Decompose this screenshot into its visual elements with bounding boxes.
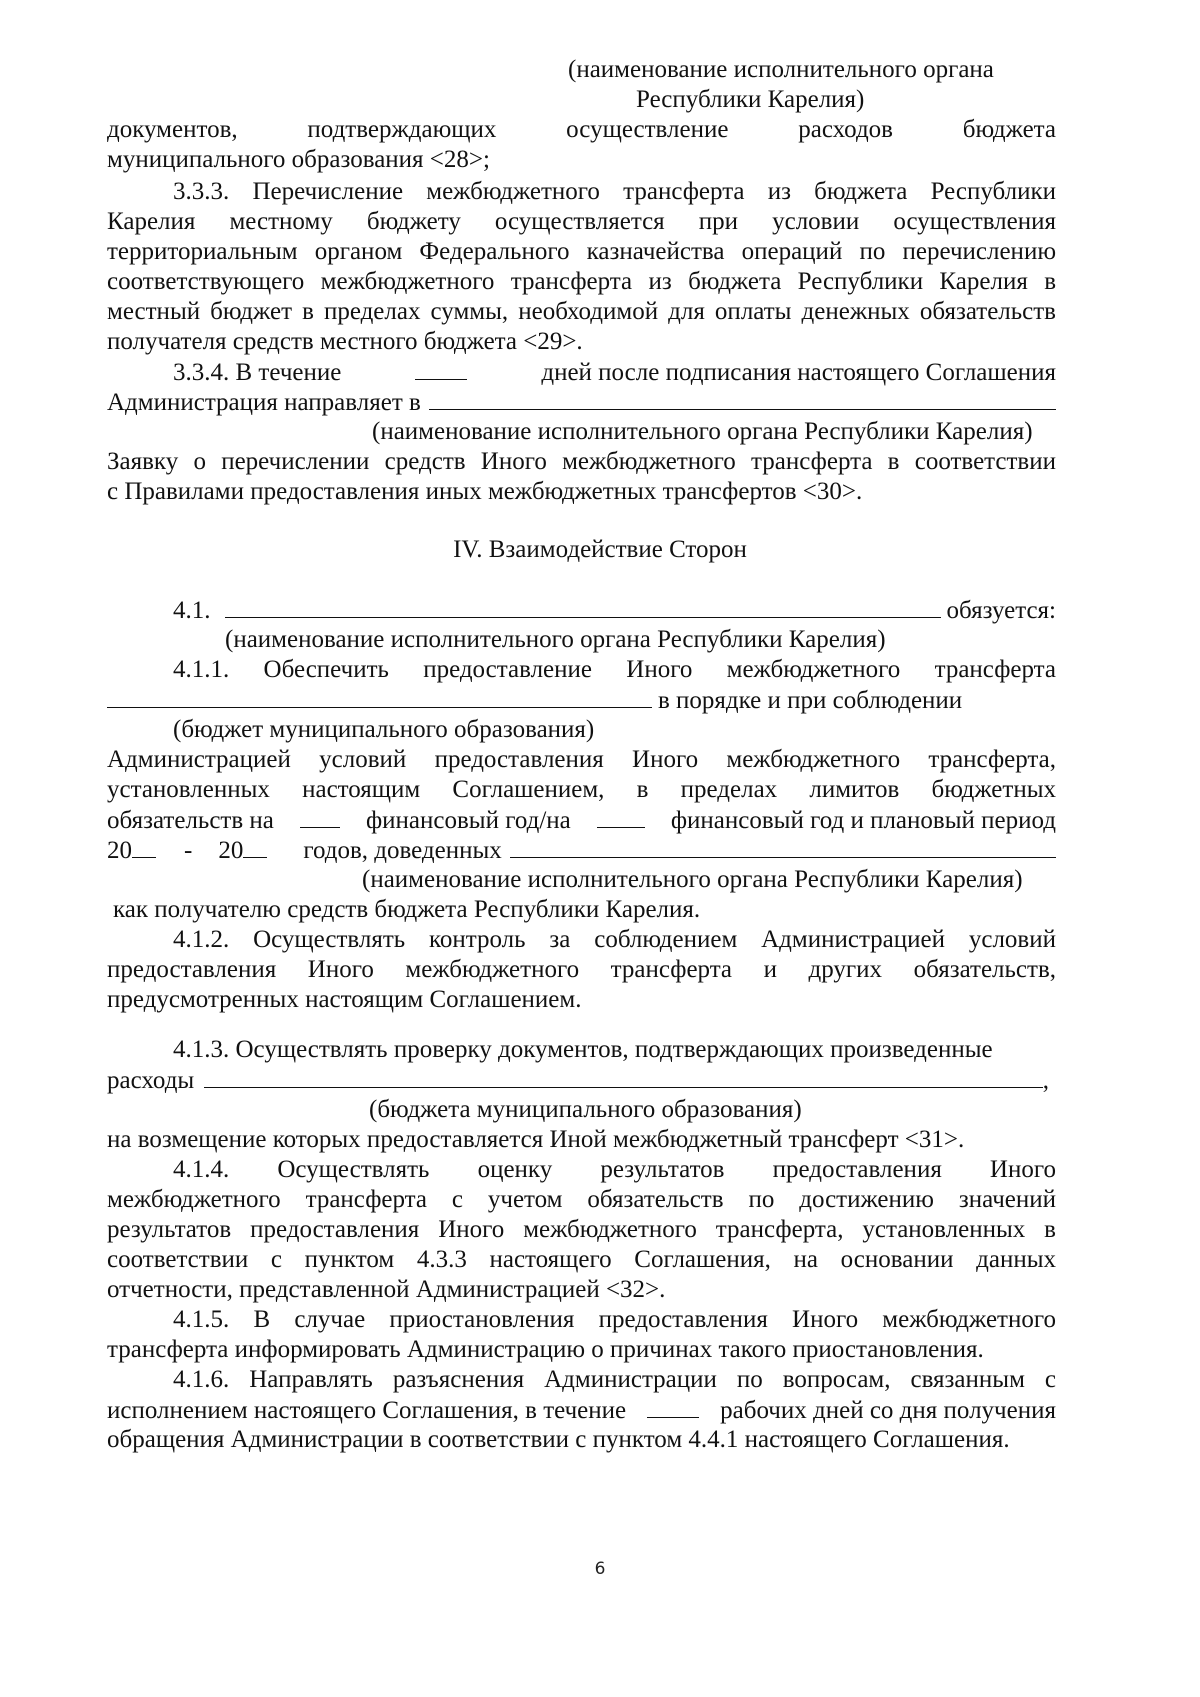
text-line bbox=[107, 1395, 1056, 1425]
text-line: трансферта информировать Администрацию о причинах такого приостановления. bbox=[107, 1336, 984, 1363]
text-span: обязуется: bbox=[946, 597, 1056, 624]
caption-executive-body: (наименование исполнительного органа Республики Карелия) bbox=[372, 418, 1033, 445]
executive-body-blank bbox=[225, 595, 941, 618]
text-span: расходы bbox=[107, 1067, 195, 1094]
text-span: 20 bbox=[107, 837, 132, 864]
text-line: Заявку о перечислении средств Иного межбюджетного трансферта в соответствии bbox=[107, 448, 1056, 475]
text-line: обращения Администрации в соответствии с пунктом 4.4.1 настоящего Соглашения. bbox=[107, 1426, 1010, 1453]
text-span: - bbox=[184, 837, 193, 864]
caption-executive-body: (наименование исполнительного органа Республики Карелия) bbox=[225, 626, 886, 653]
text-line bbox=[107, 805, 1056, 835]
recipient-blank bbox=[429, 387, 1056, 410]
year-blank bbox=[243, 835, 267, 858]
section-heading: IV. Взаимодействие Сторон bbox=[453, 536, 747, 563]
year-blank bbox=[132, 835, 156, 858]
text-line: документов, подтверждающих осуществление расходов бюджета bbox=[107, 116, 1056, 143]
caption-executive-body-cont: Республики Карелия) bbox=[636, 86, 865, 113]
text-line: межбюджетного трансферта с учетом обязательств по достижению значений bbox=[107, 1186, 1056, 1213]
text-line: соответствующего межбюджетного трансферта из бюджета Республики Карелия в bbox=[107, 268, 1056, 295]
text-line: отчетности, представленной Администрацией <32>. bbox=[107, 1276, 666, 1303]
clause-4-1-1: 4.1.1. Обеспечить предоставление Иного межбюджетного трансферта bbox=[173, 656, 1056, 683]
text-line: как получателю средств бюджета Республики Карелия. bbox=[113, 896, 701, 923]
caption-municipal-budget: (бюджета муниципального образования) bbox=[369, 1096, 802, 1123]
year-blank bbox=[300, 805, 340, 828]
text-span: Администрация направляет в bbox=[107, 389, 421, 416]
text-span: в порядке и при соблюдении bbox=[658, 687, 963, 714]
clause-4-1-2: 4.1.2. Осуществлять контроль за соблюдением Администрацией условий bbox=[173, 926, 1056, 953]
page-number: 6 bbox=[594, 1559, 606, 1579]
clause-4-1-3: 4.1.3. Осуществлять проверку документов, подтверждающих произведенные bbox=[173, 1036, 993, 1063]
text-line: муниципального образования <28>; bbox=[107, 146, 490, 173]
budget-blank bbox=[107, 685, 652, 708]
year-blank bbox=[597, 805, 645, 828]
caption-executive-body: (наименование исполнительного органа bbox=[568, 56, 994, 83]
caption-executive-body: (наименование исполнительного органа Республики Карелия) bbox=[362, 866, 1023, 893]
text-line: предусмотренных настоящим Соглашением. bbox=[107, 986, 582, 1013]
text-line bbox=[107, 387, 1056, 417]
clause-3-3-3: 3.3.3. Перечисление межбюджетного трансферта из бюджета Республики bbox=[173, 178, 1056, 205]
budget-blank bbox=[204, 1065, 1043, 1088]
text-span: финансовый год/на bbox=[365, 807, 571, 834]
text-line: Карелия местному бюджету осуществляется при условии осуществления bbox=[107, 208, 1056, 235]
text-line: получателя средств местного бюджета <29>. bbox=[107, 328, 583, 355]
clause-3-3-4 bbox=[173, 357, 1056, 387]
text-span: рабочих дней со дня получения bbox=[720, 1397, 1056, 1424]
text-span: финансовый год и плановый период bbox=[670, 807, 1056, 834]
caption-municipal-budget: (бюджет муниципального образования) bbox=[173, 716, 595, 743]
clause-4-1-5: 4.1.5. В случае приостановления предоставления Иного межбюджетного bbox=[173, 1306, 1056, 1333]
clause-4-1 bbox=[173, 595, 1056, 625]
text-line: территориальным органом Федерального казначейства операций по перечислению bbox=[107, 238, 1056, 265]
clause-4-1-4: 4.1.4. Осуществлять оценку результатов предоставления Иного bbox=[173, 1156, 1056, 1183]
text-span: , bbox=[1042, 1067, 1049, 1094]
days-blank bbox=[647, 1395, 699, 1418]
text-line: с Правилами предоставления иных межбюджетных трансфертов <30>. bbox=[107, 478, 863, 505]
text-span: 20 bbox=[218, 837, 244, 864]
text-span: годов, доведенных bbox=[303, 837, 502, 864]
clause-4-1-6: 4.1.6. Направлять разъяснения Администрации по вопросам, связанным с bbox=[173, 1366, 1056, 1393]
text-line: на возмещение которых предоставляется Иной межбюджетный трансферт <31>. bbox=[107, 1126, 965, 1153]
clause-3-3-4-end: дней после подписания настоящего Соглашения bbox=[541, 359, 1056, 386]
text-span: обязательств на bbox=[107, 807, 274, 834]
text-line: предоставления Иного межбюджетного трансферта и других обязательств, bbox=[107, 956, 1056, 983]
text-line: установленных настоящим Соглашением, в пределах лимитов бюджетных bbox=[107, 776, 1056, 803]
executive-body-blank bbox=[510, 835, 1056, 858]
text-line bbox=[107, 1065, 1049, 1095]
text-line bbox=[107, 685, 962, 715]
text-line: результатов предоставления Иного межбюджетного трансферта, установленных в bbox=[107, 1216, 1056, 1243]
clause-3-3-4-start: 3.3.4. В течение bbox=[173, 359, 342, 386]
days-blank bbox=[415, 357, 467, 380]
text-line: соответствии с пунктом 4.3.3 настоящего Соглашения, на основании данных bbox=[107, 1246, 1056, 1273]
clause-number: 4.1. bbox=[173, 597, 211, 624]
text-span: исполнением настоящего Соглашения, в течение bbox=[107, 1397, 627, 1424]
text-line: местный бюджет в пределах суммы, необходимой для оплаты денежных обязательств bbox=[107, 298, 1056, 325]
text-line: Администрацией условий предоставления Иного межбюджетного трансферта, bbox=[107, 746, 1056, 773]
text-line bbox=[107, 835, 1056, 865]
